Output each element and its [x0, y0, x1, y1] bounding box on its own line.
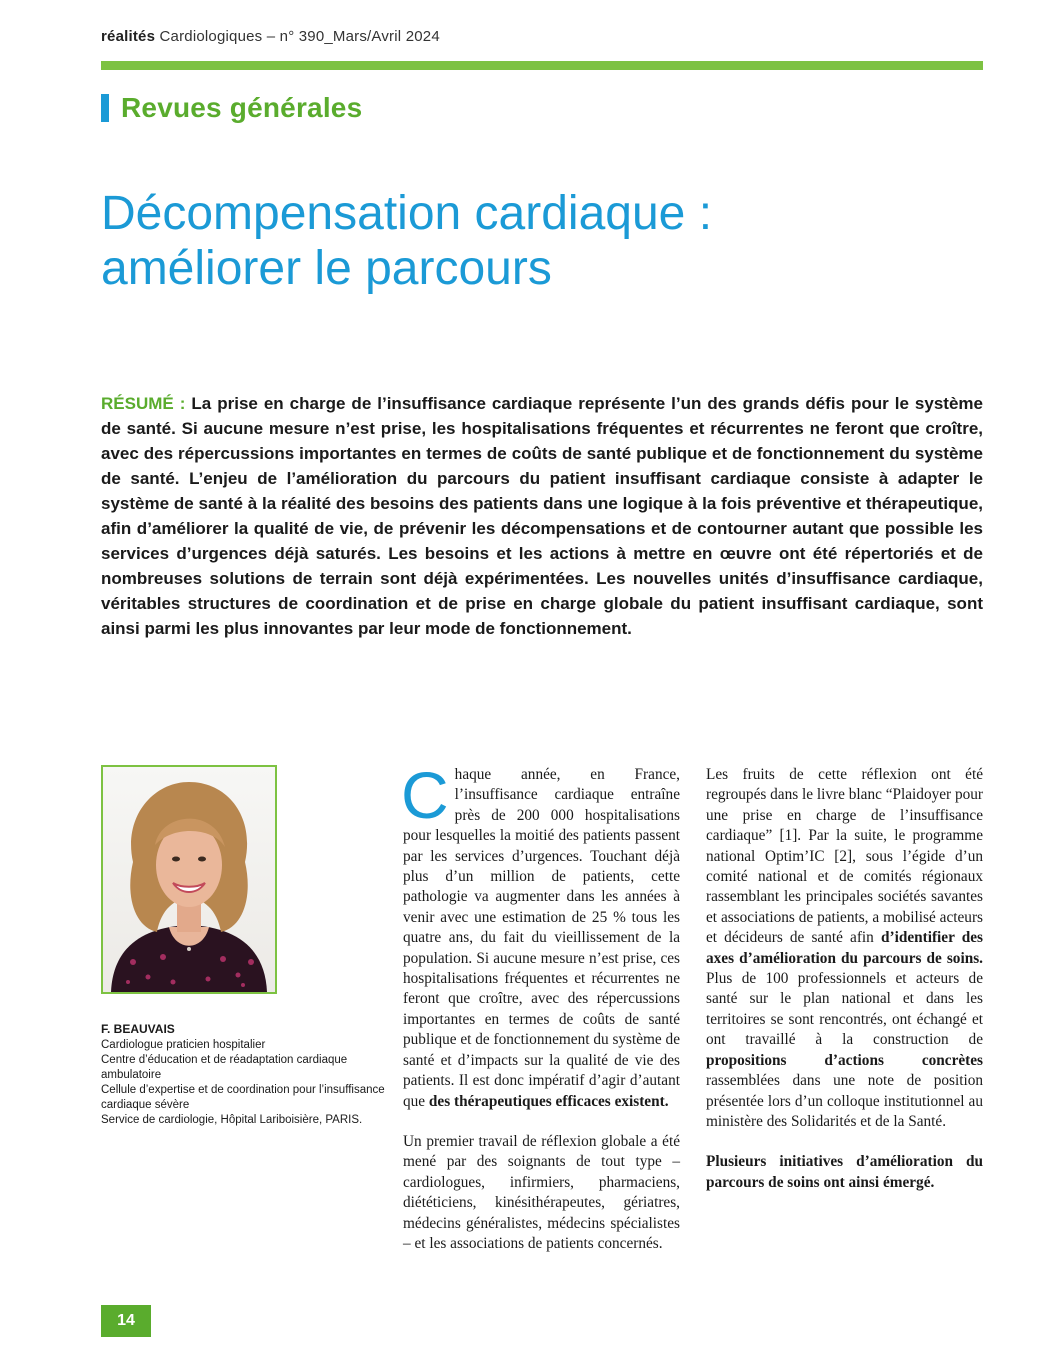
journal-issue: Cardiologiques – n° 390_Mars/Avril 2024 — [155, 28, 440, 45]
drop-cap: C — [401, 758, 449, 832]
running-head — [101, 28, 440, 45]
body-paragraph-2-continued: Les fruits de cette réflexion ont été regroupés dans le livre blanc “Plaidoyer pour une prise en charge de l’insuffisance cardiaque” [1]. Par la suite, le programme national Optim’IC [2], sous l’égide d’un comité national et de comités régionaux rassemblant les principales sociétés savantes et associations de patients, a mobilisé acteurs et décideurs de santé afin d’identifier des axes d’amélioration du parcours de soins. Plus de 100 professionnels et acteurs de santé sur le plan national et dans les territoires se sont rencontrés, ont échangé et ont travaillé à la construction de propositions d’actions concrètes rassemblées dans une note de position présentée lors d’un colloque institutionnel au ministère des Solidarités et de la Santé. — [706, 766, 983, 1130]
body-column-1 — [401, 758, 680, 1274]
section-label: Revues générales — [121, 92, 363, 123]
body-paragraph-3: Plusieurs initiatives d’amélioration du parcours de soins ont ainsi émergé. — [706, 1153, 983, 1191]
article-title — [101, 186, 1001, 296]
author-block — [101, 1022, 391, 1128]
author-affiliation: Cellule d’expertise et de coordination pour l’insuffisance cardiaque sévère — [101, 1084, 385, 1111]
header-rule — [101, 61, 983, 70]
body-column-2 — [706, 765, 983, 1213]
author-affiliation: Centre d’éducation et de réadaptation cardiaque ambulatoire — [101, 1054, 348, 1081]
journal-brand: réalités — [101, 28, 156, 45]
title-line-2: améliorer le parcours — [101, 242, 552, 295]
body-paragraph-1: Chaque année, en France, l’insuffisance cardiaque entraîne près de 200 000 hospitalisations pour lesquelles la moitié des patients passent par les services d’urgences. Touchant déjà plus d’un million de patients, cette pathologie va augmenter dans les années à venir avec une estimation de 25 % tous les quatre ans, du fait du vieillissement de la population. Si aucune mesure n’est prise, ces hospitalisations fréquentes et récurrentes ne feront que croître, avec des répercussions importantes en termes de coûts de santé publique et de fonctionnement du système de santé et d’impacts sur la qualité de vie des patients. Il est donc impératif d’agir d’autant que des thérapeutiques efficaces existent. — [401, 758, 680, 1110]
body-paragraph-2: Un premier travail de réflexion globale a été mené par des soignants de tout type – cardiologues, infirmiers, pharmaciens, diététiciens, kinésithérapeutes, gériatres, médecins généralistes, médecins spécialistes – et les associations de patients concernés. — [403, 1132, 680, 1252]
abstract-label: RÉSUMÉ : — [101, 394, 186, 413]
author-photo — [101, 765, 277, 994]
abstract — [101, 391, 983, 641]
title-line-1: Décompensation cardiaque : — [101, 187, 713, 240]
page-number: 14 — [101, 1305, 151, 1337]
section-heading — [101, 92, 362, 124]
author-affiliation: Cardiologue praticien hospitalier — [101, 1039, 266, 1051]
section-marker — [101, 94, 109, 122]
author-affiliation: Service de cardiologie, Hôpital Lariboisière, PARIS. — [101, 1114, 363, 1126]
abstract-text: La prise en charge de l’insuffisance cardiaque représente l’un des grands défis pour le système de santé. Si aucune mesure n’est prise, les hospitalisations fréquentes et récurrentes ne feront que croître, avec des répercussions importantes en termes de coûts de santé publique et de fonctionnement du système de santé. L’enjeu de l’amélioration du parcours du patient insuffisant cardiaque consiste à adapter le système de santé à la réalité des besoins des patients dans une logique à la fois préventive et thérapeutique, afin d’améliorer la qualité de vie, de prévenir les décompensations et de contourner autant que possible les services d’urgences déjà saturés. Les besoins et les actions à mettre en œuvre ont été répertoriés et de nombreuses solutions de terrain sont déjà expérimentées. Les nouvelles unités d’insuffisance cardiaque, véritables structures de coordination et de prise en charge globale du patient insuffisant cardiaque, sont ainsi parmi les plus innovantes par leur mode de fonctionnement. — [101, 394, 983, 638]
author-name: F. BEAUVAIS — [101, 1022, 175, 1036]
